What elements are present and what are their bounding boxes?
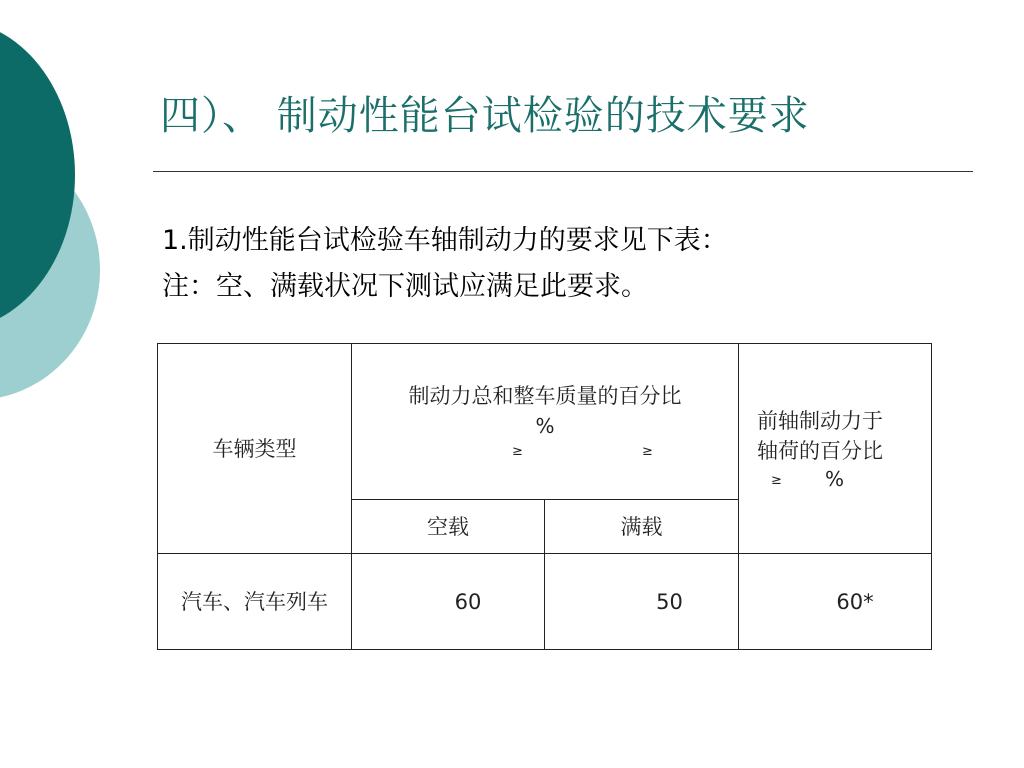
table-row: [158, 554, 932, 650]
header-front-line-1: 前轴制动力于: [757, 408, 883, 433]
cell-front-value: 60*: [739, 554, 932, 650]
body-text-line-2: 注：空、满载状况下测试应满足此要求。: [162, 271, 648, 302]
ge-symbol-empty: ≥: [512, 443, 523, 459]
header-vehicle-type: 车辆类型: [158, 344, 352, 554]
header-front-percent: %: [825, 466, 845, 491]
body-text-line-1: 1.制动性能台试检验车轴制动力的要求见下表：: [162, 225, 728, 256]
cell-full-value: 50: [545, 554, 739, 650]
header-total-text: 制动力总和整车质量的百分比: [408, 383, 682, 408]
header-total-percent: %: [535, 413, 555, 438]
cell-empty-value: 60: [352, 554, 545, 650]
slide-title: 四）、 制动性能台试检验的技术要求: [160, 93, 810, 139]
cell-vehicle: 汽车、汽车列车: [158, 554, 352, 650]
title-divider: [153, 171, 973, 172]
header-front-line-2: 轴荷的百分比: [757, 438, 883, 463]
subheader-full-load: 满载: [545, 500, 739, 554]
ge-symbol-full: ≥: [642, 443, 653, 459]
subheader-empty-load: 空载: [352, 500, 545, 554]
ge-symbol-front: ≥: [771, 472, 782, 488]
brake-requirements-table: [157, 343, 932, 650]
header-total-brake-force: [352, 344, 739, 500]
header-front-axle: [739, 344, 932, 554]
